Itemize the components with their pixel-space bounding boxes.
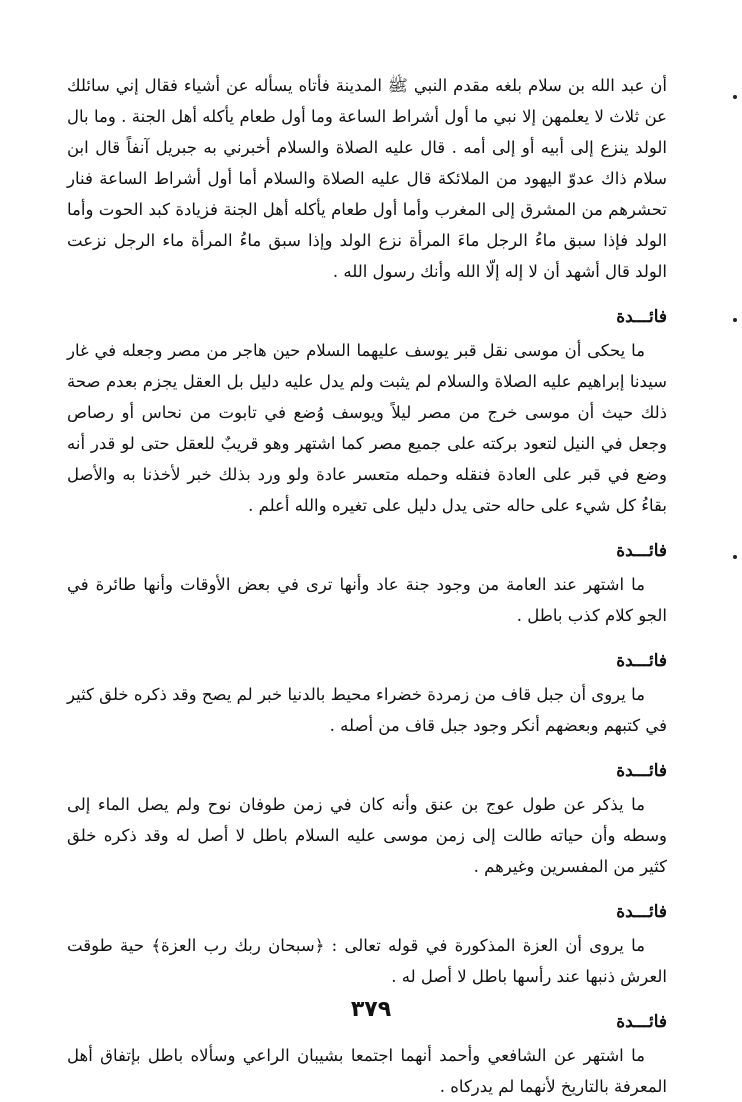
section-heading: فائـــدة (616, 307, 667, 327)
section-heading: فائـــدة (616, 1012, 667, 1032)
section-paragraph: ما يحكى أن موسى نقل قبر يوسف عليهما السلام حين هاجر من مصر وجعله في غار سيدنا إبراهيم عليه الصلاة والسلام لم يثبت ولم يدل عليه دليل بل العقل يجزم بعدم صحة ذلك حيث أن موسى خرج من مصر ليلاً ويوسف وُضع في تابوت من نحاس أو رصاص وجعل في النيل لتعود بركته على جميع مصر كما اشتهر وهو قريبٌ للعقل حتى لو قدر أنه وضع في قبر على العادة فنقله وحمله متعسر عادة ولو ورد بذلك خبر لأخذنا به والأصل بقاءُ كل شيء على حاله حتى يدل دليل على تغيره والله أعلم . (67, 341, 667, 515)
section-heading: فائـــدة (616, 761, 667, 781)
page-text (67, 70, 667, 1102)
page-number: ٣٧٩ (350, 997, 392, 1022)
section-heading: فائـــدة (616, 541, 667, 561)
section-paragraph: ما اشتهر عند العامة من وجود جنة عاد وأنها ترى في بعض الأوقات وأنها طائرة في الجو كلام كذب باطل . (67, 575, 667, 625)
margin-mark (733, 318, 737, 322)
section-heading: فائـــدة (616, 902, 667, 922)
section-heading: فائـــدة (616, 651, 667, 671)
intro-paragraph: أن عبد الله بن سلام بلغه مقدم النبي ﷺ المدينة فأتاه يسأله عن أشياء فقال إني سائلك عن ثلاث لا يعلمهن إلا نبي ما أول أشراط الساعة وما أول طعام يأكله أهل الجنة . وما بال الولد ينزع إلى أبيه أو إلى أمه . قال عليه الصلاة والسلام أخبرني به جبريل آنفاً قال ابن سلام ذاك عدوّ اليهود من الملائكة قال عليه الصلاة والسلام أما أول أشراط الساعة فنار تحشرهم من المشرق إلى المغرب وأما أول طعام يأكله أهل الجنة فزيادة كبد الحوت وأما الولد فإذا سبق ماءُ الرجل ماءَ المرأة نزع الولد وإذا سبق ماءُ المرأة ماء الرجل نزعت الولد قال أشهد أن لا إله إلّا الله وأنك رسول الله . (67, 76, 667, 281)
margin-mark (733, 555, 737, 559)
section-paragraph: ما اشتهر عن الشافعي وأحمد أنهما اجتمعا بشيبان الراعي وسألاه باطل بإتفاق أهل المعرفة بالتاريخ لأنهما لم يدركاه . (67, 1046, 667, 1096)
section-paragraph: ما يذكر عن طول عوج بن عنق وأنه كان في زمن طوفان نوح ولم يصل الماء إلى وسطه وأن حياته طالت إلى زمن موسى عليه السلام باطل لا أصل له وقد ذكره خلق كثير من المفسرين وغيرهم . (67, 795, 667, 876)
section-paragraph: ما يروى أن جبل قاف من زمردة خضراء محيط بالدنيا خبر لم يصح وقد ذكره خلق كثير في كتبهم وبعضهم أنكر وجود جبل قاف من أصله . (67, 685, 667, 735)
margin-mark (733, 95, 737, 99)
section-paragraph: ما يروى أن العزة المذكورة في قوله تعالى : ﴿سبحان ربك رب العزة﴾ حية طوقت العرش ذنبها عند رأسها باطل لا أصل له . (67, 936, 667, 986)
